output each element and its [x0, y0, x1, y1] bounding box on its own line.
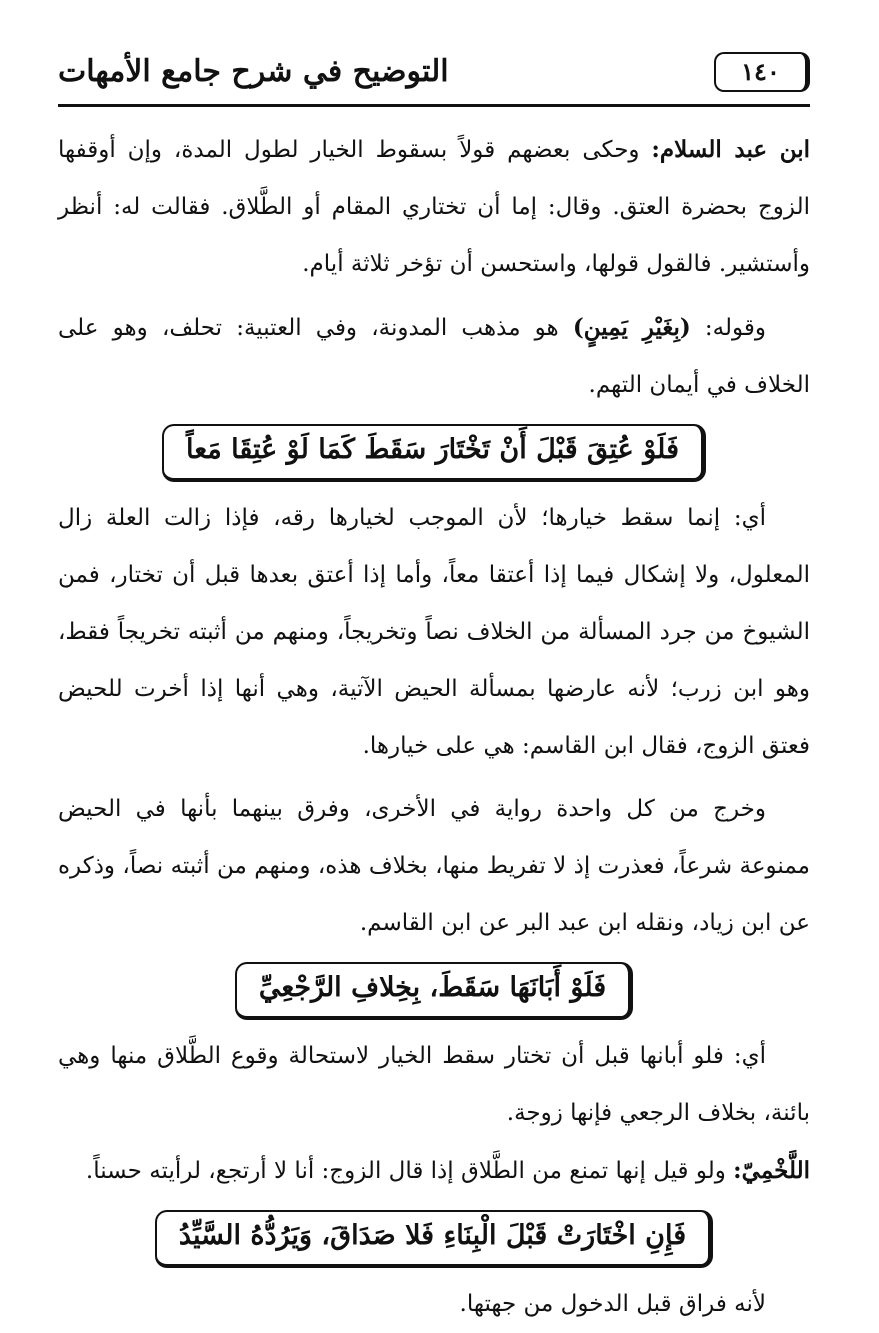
page-header — [58, 48, 810, 107]
paragraph-explanation: أي: إنما سقط خيارها؛ لأن الموجب لخيارها رقه، فإذا زالت العلة زال المعلول، ولا إشكال فيما إذا أعتقا معاً، وأما إذا أعتق بعدها قبل أن تختار، فمن الشيوخ من جرد المسألة من الخلاف نصاً وتخريجاً، ومنهم من أثبته تخريجاً فقط، وهو ابن زرب؛ لأنه عارضها بمسألة الحيض الآتية، وهي أنها إذا أخرت للحيض فعتق الزوج، فقال ابن القاسم: هي على خيارها. — [58, 505, 810, 759]
paragraph-lead: وقوله: — [690, 315, 767, 341]
matn-text: فَلَوْ عُتِقَ قَبْلَ أَنْ تَخْتَارَ سَقَطَ كَمَا لَوْ عُتِقَا مَعاً — [162, 424, 706, 482]
paragraph-explanation: لأنه فراق قبل الدخول من جهتها. — [459, 1291, 766, 1317]
paragraph-text: هو مذهب المدونة، وفي العتبية: تحلف، وهو على الخلاف في أيمان التهم. — [58, 315, 810, 398]
page-body — [58, 121, 810, 1333]
quoted-phrase: (بِغَيْرِ يَمِينٍ) — [572, 314, 691, 341]
page-number-box — [714, 52, 810, 92]
paragraph-text: وحكى بعضهم قولاً بسقوط الخيار لطول المدة، وإن أوقفها الزوج بحضرة العتق. وقال: إما أن تختاري المقام أو الطَّلاق. فقالت له: أنظر وأستشير. فالقول قولها، واستحسن أن تؤخر ثلاثة أيام. — [58, 137, 810, 277]
matn-frame — [58, 962, 810, 1020]
paragraph-commentary — [58, 299, 810, 414]
paragraph-ibn-abd-al-salam — [58, 121, 810, 293]
paragraph-explanation: أي: فلو أبانها قبل أن تختار سقط الخيار لاستحالة وقوع الطَّلاق منها وهي بائنة، بخلاف الرجعي فإنها زوجة. — [58, 1043, 810, 1126]
running-title: التوضيح في شرح جامع الأمهات — [58, 54, 449, 89]
paragraph-explanation: وخرج من كل واحدة رواية في الأخرى، وفرق بينهما بأنها في الحيض ممنوعة شرعاً، فعذرت إذ لا تفريط منها، بخلاف هذه، ومنهم من أثبته نصاً، وذكره عن ابن زياد، ونقله ابن عبد البر عن ابن القاسم. — [58, 796, 810, 936]
speaker-name: اللَّخْمِيّ: — [733, 1157, 810, 1184]
matn-text: فَإِنِ اخْتَارَتْ قَبْلَ الْبِنَاءِ فَلا صَدَاقَ، وَيَرُدُّهُ السَّيِّدُ — [155, 1210, 713, 1268]
paragraph-text: ولو قيل إنها تمنع من الطَّلاق إذا قال الزوج: أنا لا أرتجع، لرأيته حسناً. — [85, 1158, 734, 1184]
paragraph-lakhmi — [58, 1142, 810, 1200]
book-page — [58, 48, 810, 1333]
matn-frame — [58, 1210, 810, 1268]
matn-text: فَلَوْ أَبَانَهَا سَقَطَ، بِخِلافِ الرَّجْعِيِّ — [235, 962, 633, 1020]
speaker-name: ابن عبد السلام: — [651, 136, 811, 163]
matn-frame — [58, 424, 810, 482]
page-number: ١٤٠ — [741, 57, 780, 86]
